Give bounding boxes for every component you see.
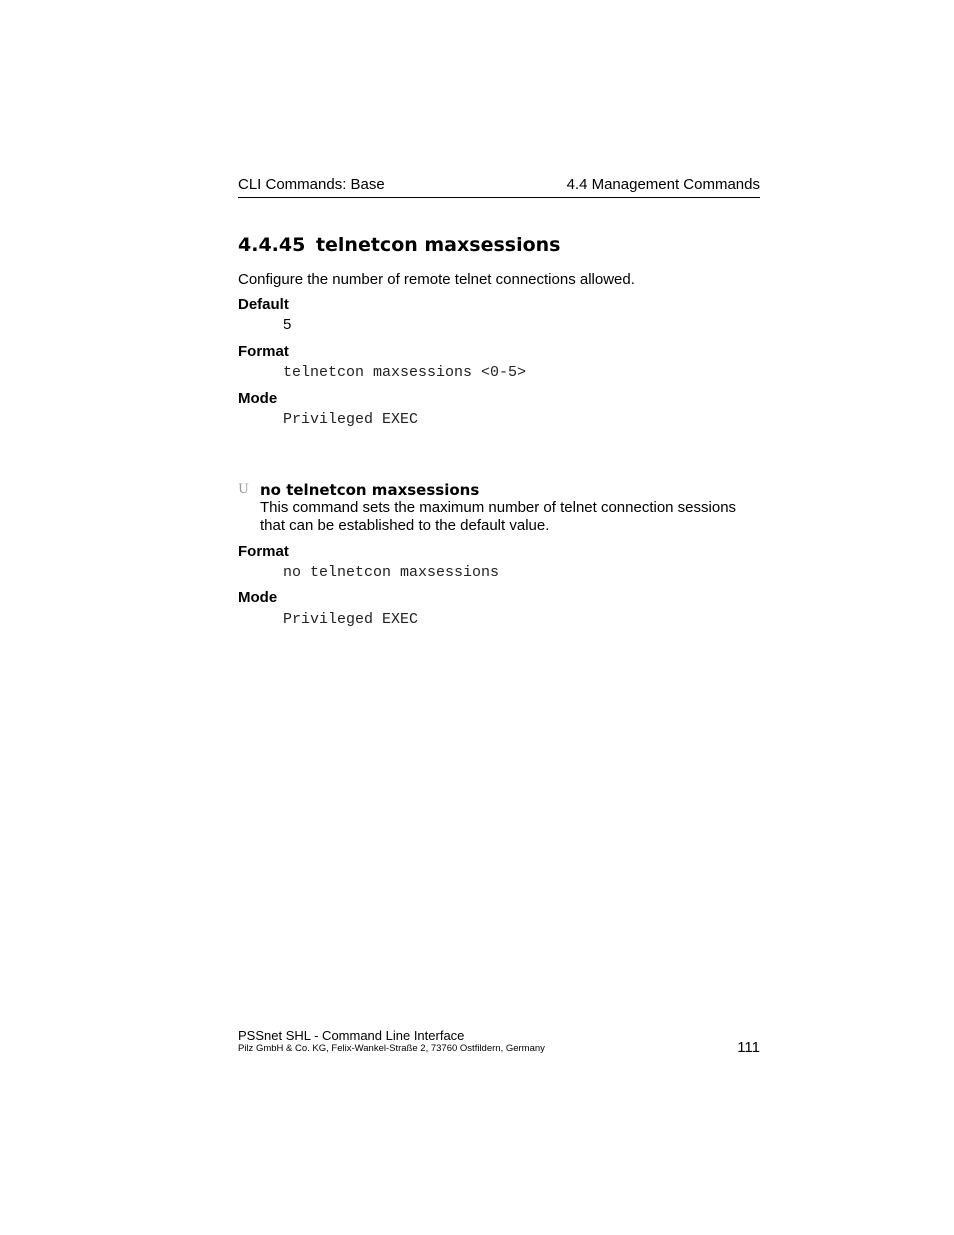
section-title: telnetcon maxsessions: [315, 234, 561, 256]
page-number: 111: [737, 1039, 760, 1056]
mode-label: Mode: [238, 390, 278, 407]
subsection-title: no telnetcon maxsessions: [260, 481, 480, 499]
mode-value: Privileged EXEC: [283, 411, 419, 428]
footer-address: Pilz GmbH & Co. KG, Felix-Wankel-Straße 2, 73760 Ostfildern, Germany: [238, 1043, 545, 1054]
section-description: Configure the number of remote telnet connections allowed.: [238, 271, 635, 288]
section-number: 4.4.45: [238, 234, 306, 256]
footer-title: PSSnet SHL - Command Line Interface: [238, 1028, 465, 1043]
default-value: 5: [283, 316, 292, 333]
sub-mode-value: Privileged EXEC: [283, 611, 419, 628]
default-label: Default: [238, 296, 289, 313]
subsection-description: This command sets the maximum number of telnet connection sessions that can be established to the default value.: [260, 499, 737, 534]
sub-format-value: no telnetcon maxsessions: [283, 564, 500, 581]
sub-mode-label: Mode: [238, 589, 278, 606]
header-section: 4.4 Management Commands: [566, 176, 760, 193]
sub-format-label: Format: [238, 543, 289, 560]
bullet-icon: U: [238, 482, 249, 497]
header-rule: [238, 197, 760, 198]
format-value: telnetcon maxsessions <0-5>: [283, 364, 527, 381]
section-heading: [238, 233, 560, 257]
format-label: Format: [238, 343, 289, 360]
header-chapter: CLI Commands: Base: [238, 176, 385, 193]
